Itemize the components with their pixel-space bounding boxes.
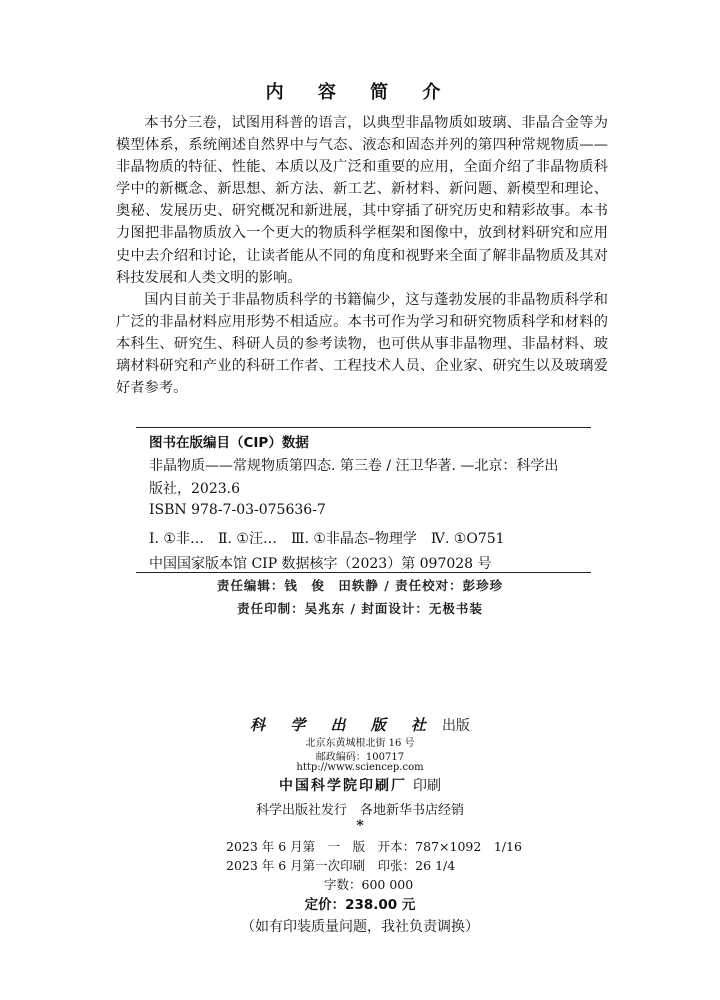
separator-star: *	[356, 818, 364, 834]
editor-credits: 责任编辑：钱 俊 田轶静 / 责任校对：彭珍珍	[216, 578, 504, 593]
cip-heading: 图书在版编目（CIP）数据	[149, 435, 309, 451]
cip-title-line-2: 版社，2023.6	[149, 481, 240, 497]
quality-notice: （如有印装质量问题，我社负责调换）	[241, 919, 479, 935]
intro-paragraph-1: 本书分三卷，试图用科普的语言，以典型非晶物质如玻璃、非晶合金等为模型体系，系统阐述自然界中与气态、液态和固态并列的第四种常规物质——非晶物质的特征、性能、本质以及广泛和重要的应用，全面介绍了非晶物质科学中的新概念、新思想、新方法、新工艺、新材料、新问题、新模型和理论、奥秘、发展历史、研究概况和新进展，其中穿插了研究历史和精彩故事。本书力图把非晶物质放入一个更大的物质科学框架和图像中，放到材料研究和应用史中去介绍和讨论，让读者能从不同的角度和视野来全面了解非晶物质及其对科技发展和人类文明的影响。	[116, 115, 608, 286]
cip-bottom-rule	[136, 572, 591, 573]
cip-record-number: 中国国家版本馆 CIP 数据核字（2023）第 097028 号	[149, 556, 492, 572]
printer-suffix: 印刷	[413, 778, 441, 794]
content-intro-title: 内 容 简 介	[265, 82, 455, 103]
cip-classification: Ⅰ. ①非… Ⅱ. ①汪… Ⅲ. ①非晶态–物理学 Ⅳ. ①O751	[149, 531, 505, 547]
publisher-suffix: 出版	[441, 718, 470, 734]
publisher-website: http://www.sciencep.com	[296, 762, 424, 773]
publisher-name: 科 学 出 版 社	[250, 716, 436, 734]
publisher-postcode: 邮政编码：100717	[315, 752, 405, 763]
cip-isbn: ISBN 978-7-03-075636-7	[149, 502, 326, 518]
publisher-row	[0, 714, 720, 735]
printer-name: 中国科学院印刷厂	[279, 778, 407, 794]
printing-line: 2023 年 6 月第一次印刷 印张：26 1/4	[226, 858, 456, 873]
publisher-address: 北京东黄城根北街 16 号	[305, 738, 415, 749]
edition-line: 2023 年 6 月第 一 版 开本：787×1092 1/16	[226, 839, 522, 854]
distribution-line: 科学出版社发行 各地新华书店经销	[255, 803, 464, 818]
production-credits: 责任印制：吴兆东 / 封面设计：无极书装	[237, 601, 483, 616]
intro-paragraph-2: 国内目前关于非晶物质科学的书籍偏少，这与蓬勃发展的非晶物质科学和广泛的非晶材料应用形势不相适应。本书可作为学习和研究物质科学和材料的本科生、研究生、科研人员的参考读物，也可供从事非晶物理、非晶材料、玻璃材料研究和产业的科研工作者、工程技术人员、企业家、研究生以及玻璃爱好者参考。	[116, 291, 608, 397]
content-intro	[116, 112, 608, 399]
printer-row	[0, 775, 720, 795]
cip-top-rule	[136, 427, 591, 428]
price: 定价：238.00 元	[304, 897, 416, 913]
cip-title-line-1: 非晶物质——常规物质第四态. 第三卷 / 汪卫华著. —北京：科学出	[149, 458, 559, 474]
word-count: 字数：600 000	[324, 877, 414, 892]
